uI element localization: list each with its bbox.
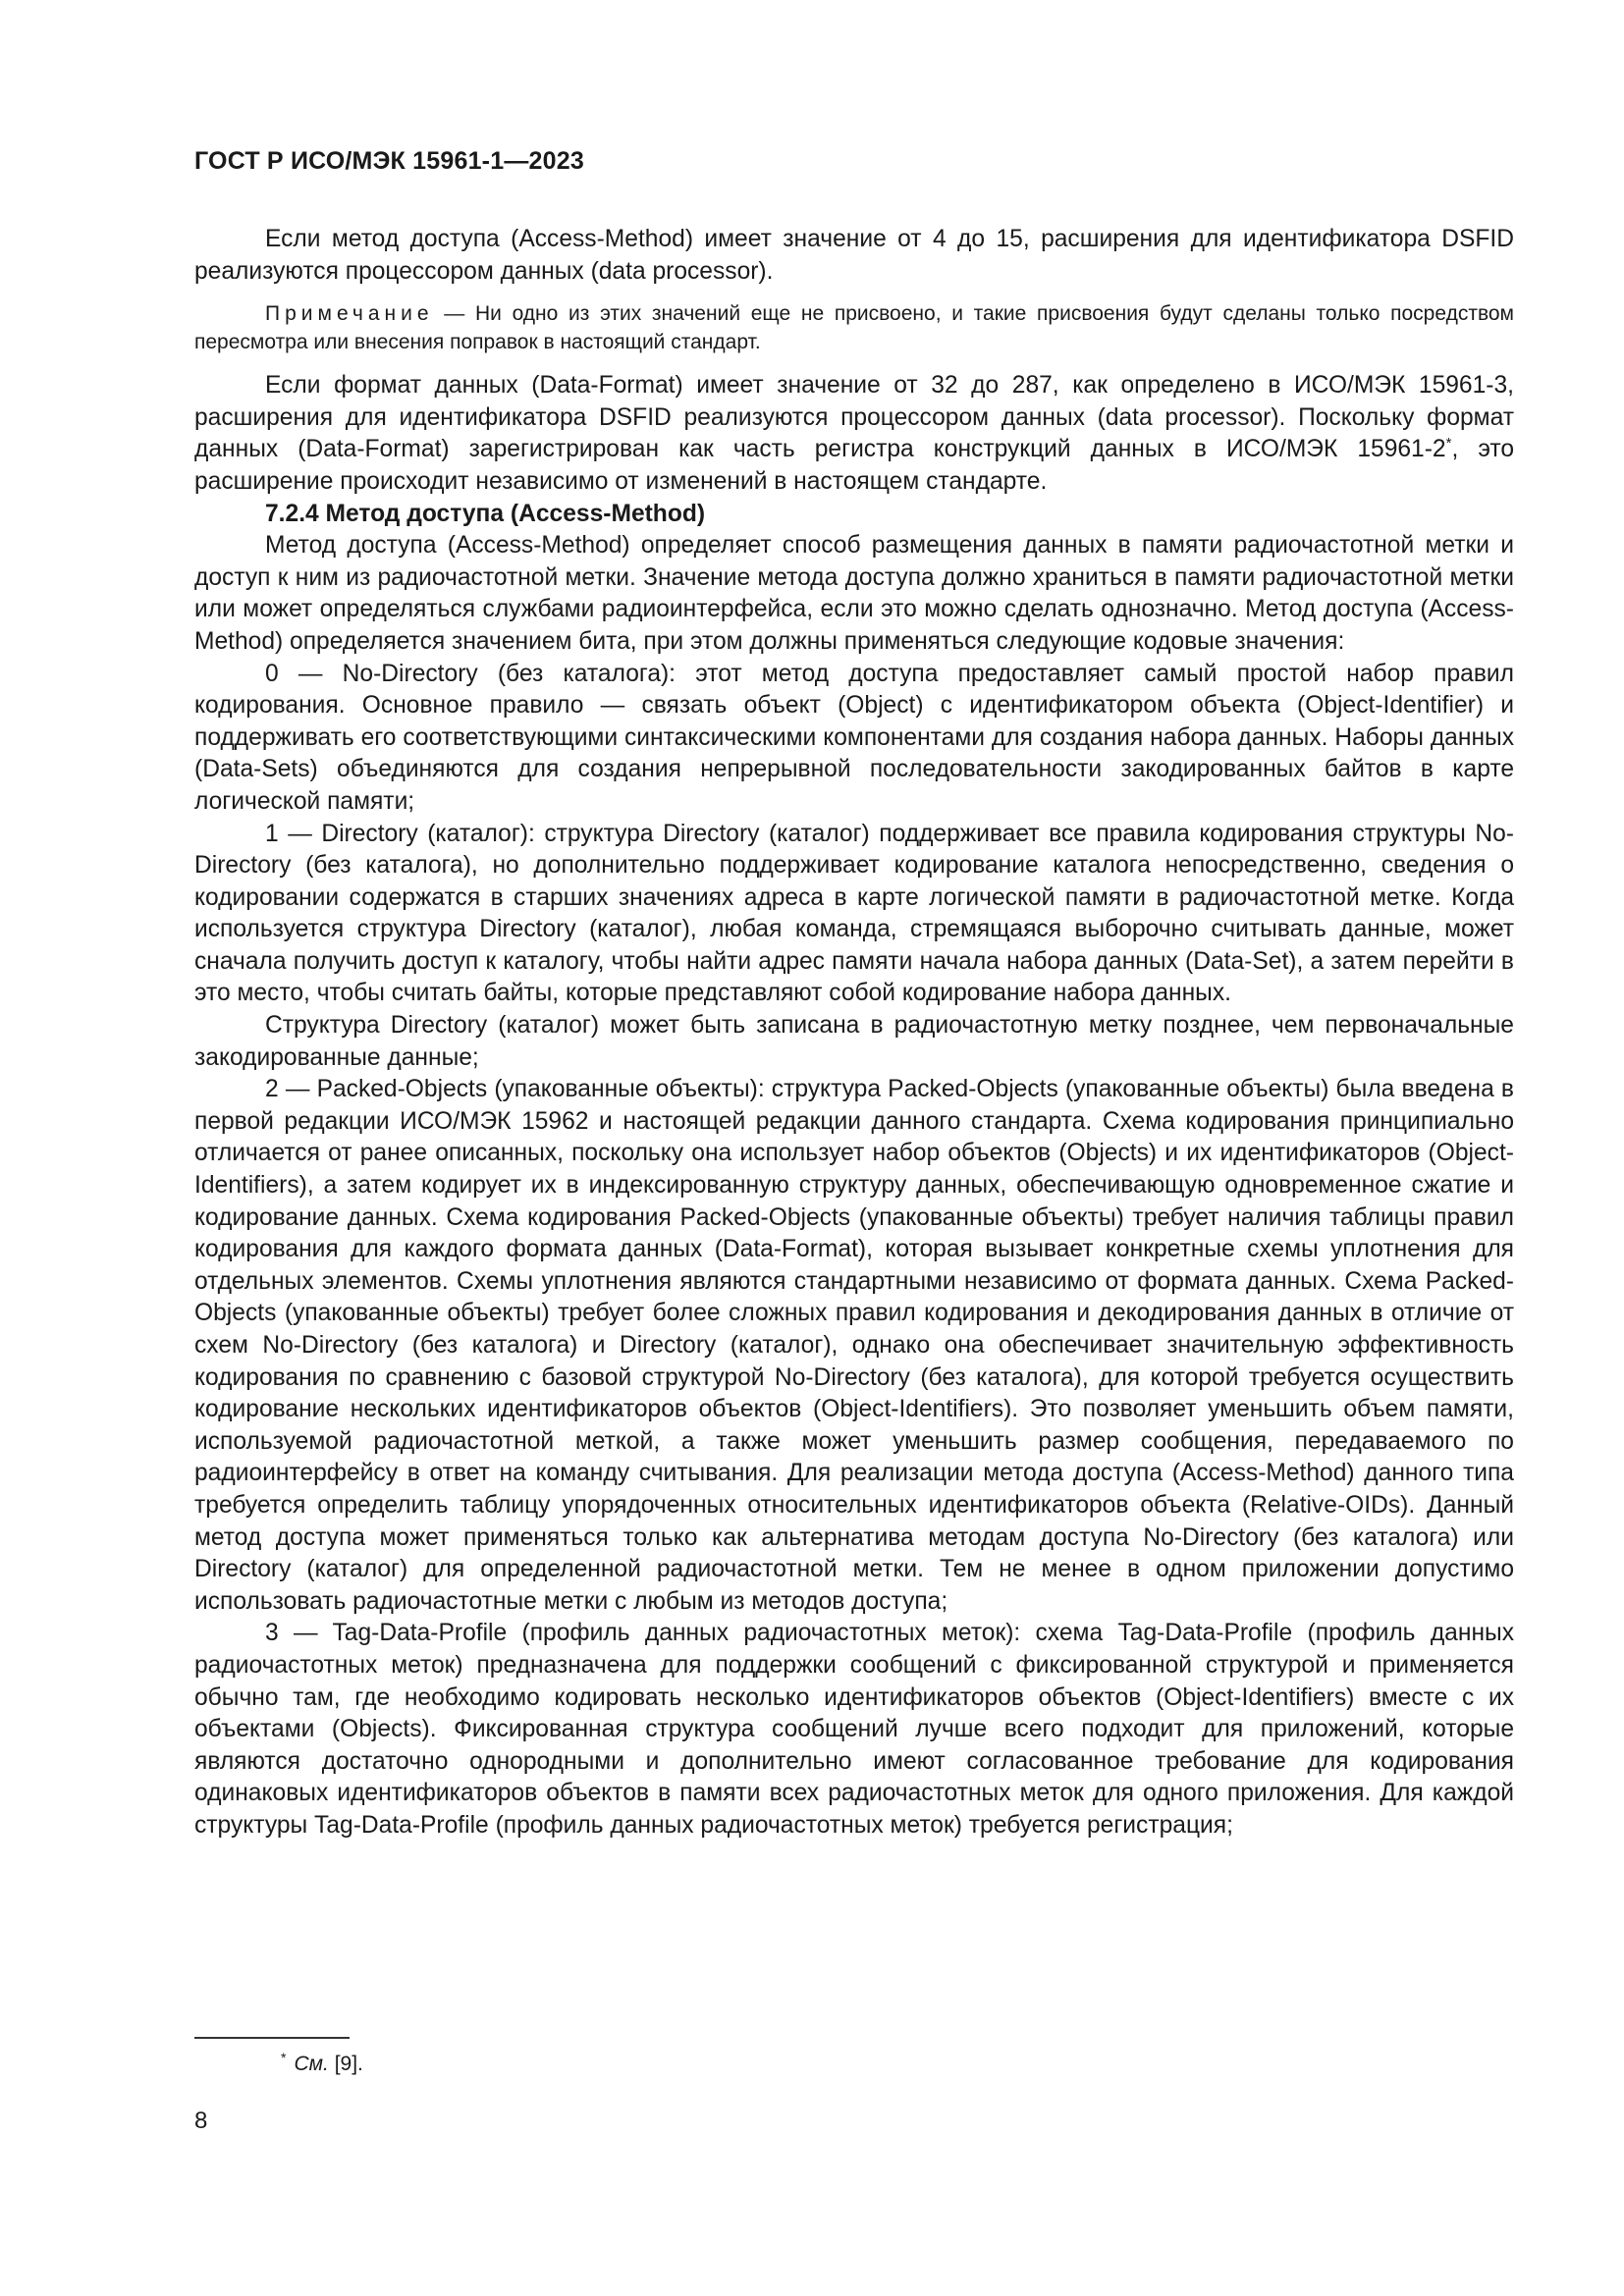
- note-text: — Ни одно из этих значений еще не присвоено, и такие присвоения будут сделаны только посредством пересмотра или внесения поправок в настоящий стандарт.: [194, 302, 1514, 354]
- paragraph-directory-note: Структура Directory (каталог) может быть записана в радиочастотную метку позднее, чем первоначальные закодированные данные;: [194, 1012, 1514, 1071]
- note-paragraph: [194, 299, 1514, 356]
- footnote-see-label: См.: [294, 2053, 329, 2075]
- page-number: 8: [194, 2108, 208, 2134]
- paragraph-data-format-tail: , это расширение происходит независимо от изменений в настоящем стандарте.: [194, 436, 1514, 495]
- note-label: Примечание: [265, 302, 434, 326]
- paragraph-data-format-range: [194, 370, 1514, 498]
- paragraph-data-format-text: Если формат данных (Data-Format) имеет значение от 32 до 287, как определено в ИСО/МЭК 15961-3, расширения для идентификатора DSFID реализуются процессором данных (data processor). Поскольку формат данных (Data-Format) зарегистрирован как часть регистра конструкций данных в ИСО/МЭК 15961-2: [194, 372, 1514, 463]
- paragraph-access-method-range: Если метод доступа (Access-Method) имеет значение от 4 до 15, расширения для идентификатора DSFID реализуются процессором данных (data processor).: [194, 226, 1514, 285]
- section-heading-7-2-4: 7.2.4 Метод доступа (Access-Method): [265, 500, 706, 527]
- paragraph-access-method-definition: Метод доступа (Access-Method) определяет способ размещения данных в памяти радиочастотной метки и доступ к ним из радиочастотной метки. Значение метода доступа должно храниться в памяти радиочастотной метки или может определяться службами радиоинтерфейса, если это можно сделать однозначно. Метод доступа (Access-Method) определяется значением бита, при этом должны применяться следующие кодовые значения:: [194, 532, 1514, 655]
- paragraph-packed-objects: 2 — Packed-Objects (упакованные объекты): структура Packed-Objects (упакованные объекты) была введена в первой редакции ИСО/МЭК 15962 и настоящей редакции данного стандарта. Схема кодирования принципиально отличается от ранее описанных, поскольку она использует набор объектов (Objects) и их идентификаторов (Object-Identifiers), а затем кодирует их в индексированную структуру данных, обеспечивающую одновременное сжатие и кодирование данных. Схема кодирования Packed-Objects (упакованные объекты) требует наличия таблицы правил кодирования для каждого формата данных (Data-Format), которая вызывает конкретные схемы уплотнения для отдельных элементов. Схемы уплотнения являются стандартными независимо от формата данных. Схема Packed-Objects (упакованные объекты) требует более сложных правил кодирования и декодирования данных в отличие от схем No-Directory (без каталога) и Directory (каталог), однако она обеспечивает значительную эффективность кодирования по сравнению с базовой структурой No-Directory (без каталога), для которой требуется осуществить кодирование нескольких идентификаторов объектов (Object-Identifiers). Это позволяет уменьшить объем памяти, используемой радиочастотной меткой, а также может уменьшить размер сообщения, передаваемого по радиоинтерфейсу в ответ на команду считывания. Для реализации метода доступа (Access-Method) данного типа требуется определить таблицу упорядоченных относительных идентификаторов объекта (Relative-OIDs). Данный метод доступа может применяться только как альтернатива методам доступа No-Directory (без каталога) или Directory (каталог) для определенной радиочастотной метки. Тем не менее в одном приложении допустимо использовать радиочастотные метки с любым из методов доступа;: [194, 1076, 1514, 1615]
- document-body: [194, 224, 1514, 1842]
- standard-header: ГОСТ Р ИСО/МЭК 15961-1—2023: [194, 147, 584, 175]
- paragraph-tag-data-profile: 3 — Tag-Data-Profile (профиль данных радиочастотных меток): схема Tag-Data-Profile (профиль данных радиочастотных меток) предназначена для поддержки сообщений с фиксированной структурой и применяется обычно там, где необходимо кодировать несколько идентификаторов объектов (Object-Identifiers) вместе с их объектами (Objects). Фиксированная структура сообщений лучше всего подходит для приложений, которые являются достаточно однородными и дополнительно имеют согласованное требование для кодирования одинаковых идентификаторов объектов в памяти всех радиочастотных меток для одного приложения. Для каждой структуры Tag-Data-Profile (профиль данных радиочастотных меток) требуется регистрация;: [194, 1620, 1514, 1839]
- footnote-divider: [194, 2037, 350, 2039]
- paragraph-no-directory: 0 — No-Directory (без каталога): этот метод доступа предоставляет самый простой набор правил кодирования. Основное правило — связать объект (Object) с идентификатором объекта (Object-Identifier) и поддерживать его соответствующими синтаксическими компонентами для создания набора данных. Наборы данных (Data-Sets) объединяются для создания непрерывной последовательности закодированных байтов в карте логической памяти;: [194, 660, 1514, 815]
- footnote: [281, 2050, 363, 2076]
- paragraph-directory: 1 — Directory (каталог): структура Directory (каталог) поддерживает все правила кодирования структуры No-Directory (без каталога), но дополнительно поддерживает кодирование каталога непосредственно, сведения о кодировании содержатся в старших значениях адреса в карте логической памяти в радиочастотной метке. Когда используется структура Directory (каталог), любая команда, стремящаяся выборочно считывать данные, может сначала получить доступ к каталогу, чтобы найти адрес памяти начала набора данных (Data-Set), а затем перейти в это место, чтобы считать байты, которые представляют собой кодирование набора данных.: [194, 820, 1514, 1007]
- footnote-marker: *: [281, 2050, 287, 2065]
- footnote-reference-text: [9].: [328, 2053, 363, 2075]
- footnote-reference: *: [1445, 435, 1452, 453]
